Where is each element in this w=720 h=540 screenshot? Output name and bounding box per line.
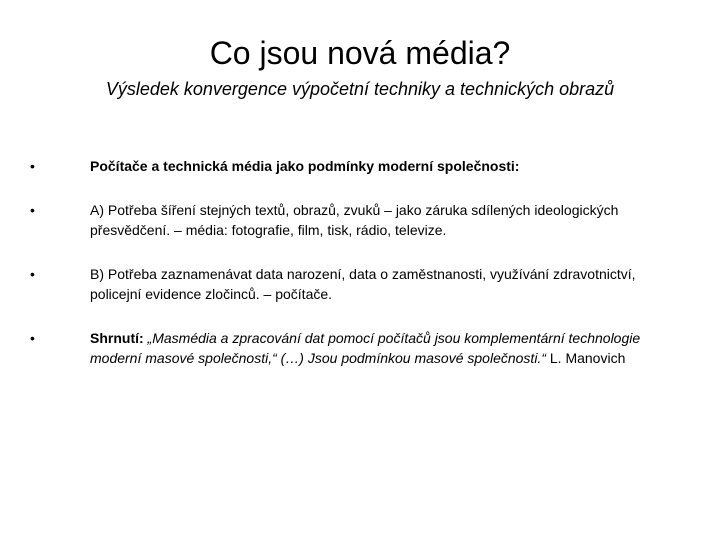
bullet-item-3 — [30, 264, 670, 304]
bullet-text: A) Potřeba šíření stejných textů, obrazů, zvuků – jako záruka sdílených ideologických přesvědčení. – média: fotografie, film, tisk, rádio, televize. — [90, 202, 619, 238]
bullet-item-4 — [30, 328, 670, 368]
bullet-text: B) Potřeba zaznamenávat data narození, data o zaměstnanosti, využívání zdravotnictví, policejní evidence zločinců. – počítače. — [90, 266, 636, 302]
bullet-text: Počítače a technická média jako podmínky moderní společnosti: — [90, 158, 520, 174]
bullet-item-2 — [30, 200, 670, 240]
slide-subtitle: Výsledek konvergence výpočetní techniky a technických obrazů — [105, 79, 615, 99]
summary-author: L. Manovich — [549, 350, 626, 366]
bullet-marker: • — [30, 158, 35, 174]
bullet-marker: • — [30, 266, 35, 282]
bullet-marker: • — [30, 330, 35, 346]
summary-quote: „Masmédia a zpracování dat pomocí počítačů jsou komplementární technologie moderní masové společnosti,“ (…) Jsou podmínkou masové společnosti.“ — [90, 330, 641, 366]
bullet-item-1 — [30, 156, 670, 176]
bullet-marker: • — [30, 202, 35, 218]
bullet-list — [30, 156, 670, 392]
slide-title: Co jsou nová média? — [209, 35, 511, 71]
summary-label: Shrnutí: — [90, 330, 144, 346]
